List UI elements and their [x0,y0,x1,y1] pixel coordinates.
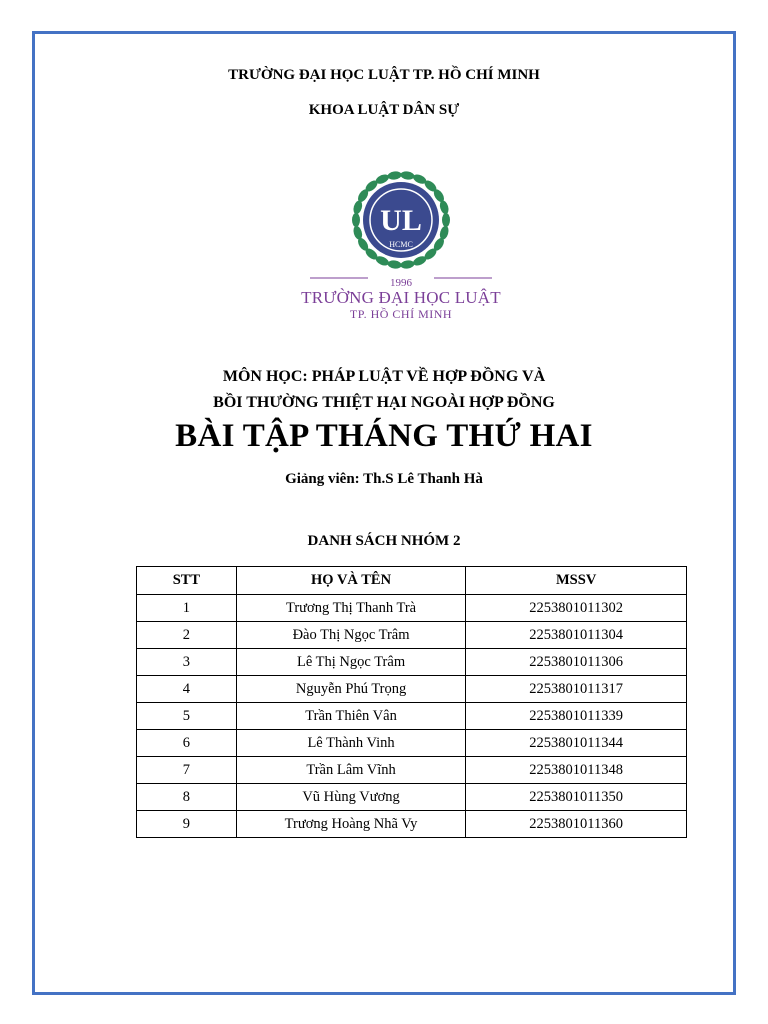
cell-name: Nguyễn Phú Trọng [236,676,466,703]
cell-stt: 8 [137,784,237,811]
header-stt: STT [137,567,237,595]
cell-name: Trần Thiên Vân [236,703,466,730]
leaf-icon [352,213,360,227]
leaf-icon [387,171,402,181]
cell-name: Lê Thị Ngọc Trâm [236,649,466,676]
leaf-icon [352,199,364,215]
leaf-icon [442,213,450,227]
university-logo [290,170,520,330]
table-row [137,649,687,676]
logo-year: 1996 [390,277,412,289]
leaf-icon [387,260,402,270]
lecturer: Giảng viên: Th.S Lê Thanh Hà [285,471,483,487]
cell-mssv: 2253801011317 [466,676,687,703]
leaf-icon [400,171,415,181]
subject-line-1: MÔN HỌC: PHÁP LUẬT VỀ HỢP ĐỒNG VÀ [222,368,546,385]
table-row [137,595,687,622]
table-row [137,676,687,703]
cell-name: Lê Thành Vinh [236,730,466,757]
member-table [136,566,687,838]
table-row [137,757,687,784]
cell-name: Trương Thị Thanh Trà [236,595,466,622]
logo-name: TRƯỜNG ĐẠI HỌC LUẬT [301,288,501,307]
faculty-name: KHOA LUẬT DÂN SỰ [308,102,460,118]
cell-mssv: 2253801011344 [466,730,687,757]
assignment-title: BÀI TẬP THÁNG THỨ HAI [175,418,593,454]
group-title: DANH SÁCH NHÓM 2 [307,533,461,549]
subject-line-2: BỒI THƯỜNG THIỆT HẠI NGOÀI HỢP ĐỒNG [213,394,555,411]
cell-mssv: 2253801011306 [466,649,687,676]
cell-stt: 6 [137,730,237,757]
cell-name: Vũ Hùng Vương [236,784,466,811]
cell-name: Trương Hoàng Nhã Vy [236,811,466,838]
cell-stt: 1 [137,595,237,622]
cell-stt: 4 [137,676,237,703]
cell-stt: 7 [137,757,237,784]
cell-stt: 5 [137,703,237,730]
leaf-icon [400,260,415,270]
table-row [137,703,687,730]
cell-stt: 2 [137,622,237,649]
logo-city: TP. HỒ CHÍ MINH [349,307,453,321]
cell-mssv: 2253801011304 [466,622,687,649]
header-name: HỌ VÀ TÊN [236,567,466,595]
cell-mssv: 2253801011348 [466,757,687,784]
cell-mssv: 2253801011302 [466,595,687,622]
table-row [137,622,687,649]
leaf-icon [438,199,450,215]
logo-emblem-icon [290,170,512,280]
cell-mssv: 2253801011339 [466,703,687,730]
cell-name: Đào Thị Ngọc Trâm [236,622,466,649]
header-mssv: MSSV [466,567,687,595]
leaf-icon [352,225,364,241]
cell-mssv: 2253801011350 [466,784,687,811]
table-row [137,784,687,811]
table-row [137,811,687,838]
cell-name: Trần Lâm Vĩnh [236,757,466,784]
leaf-icon [438,225,450,241]
logo-badge-text: HCMC [389,240,413,249]
logo-monogram: UL [380,204,422,237]
table-header-row [137,567,687,595]
table-row [137,730,687,757]
cell-mssv: 2253801011360 [466,811,687,838]
cell-stt: 9 [137,811,237,838]
university-name: TRƯỜNG ĐẠI HỌC LUẬT TP. HỒ CHÍ MINH [228,67,540,83]
cell-stt: 3 [137,649,237,676]
